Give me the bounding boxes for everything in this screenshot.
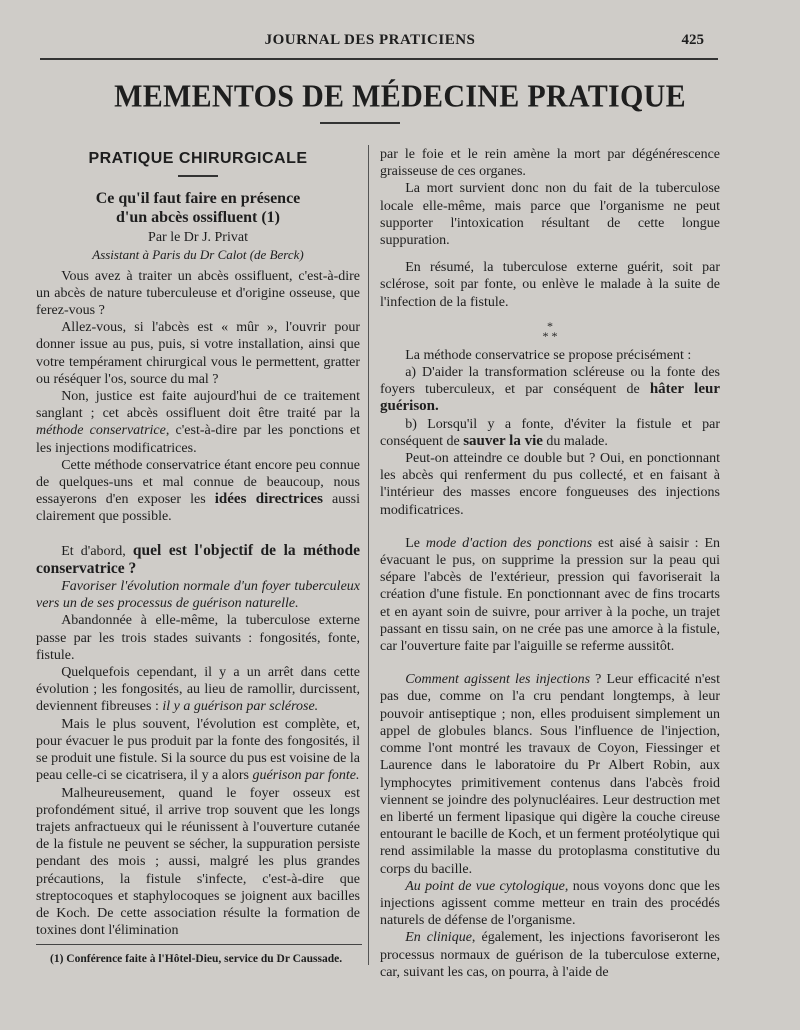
text: , nous voyons donc que les injections agissent comme metteur en train des procédés naturels de défense de l'organisme. <box>380 878 720 929</box>
emphasis: Comment agissent les injections <box>405 672 591 688</box>
emphasis: idées directrices <box>214 491 323 508</box>
emphasis: Au point de vue cytologique <box>405 878 565 894</box>
paragraph: Malheureusement, quand le foyer osseux est profondément situé, il arrive trop souvent que les longs trajets anfractueux qui le réunissent à l'ouverture cutanée de la fistule ne peuvent se sécher, la suppuration persiste pendant des mois ; aussi, malgré les plus grandes précautions, la fistule s'infecte, c'est-à-dire que streptocoques et staphylocoques se joignent aux bacilles de Koch. De cette association résulte la formation de toxines dont l'élimination <box>36 785 360 939</box>
star-bottom: * * <box>542 328 558 343</box>
right-column <box>380 146 720 981</box>
paragraph <box>380 364 720 416</box>
paragraph: par le foie et le rein amène la mort par dégénérescence graisseuse de ces organes. <box>380 147 720 180</box>
paragraph: Vous avez à traiter un abcès ossifluent, c'est-à-dire un abcès de nature tuberculeuse et d'origine osseuse, que ferez-vous ? <box>36 268 360 319</box>
paragraph <box>36 388 360 457</box>
paragraph <box>36 457 360 526</box>
page-number: 425 <box>681 32 704 48</box>
section-title: PRATIQUE CHIRURGICALE <box>88 150 308 167</box>
text: Mais le plus souvent, l'évolution est complète, et, pour évacuer le pus produit par la fonte des fongosités, il se produit une fistule. Si la source du pus est voisine de la peau celle-ci se cicatrisera, il y a alors <box>36 716 360 784</box>
text: , également, les injections favoriseront les processus normaux de guérison de la tuberculose externe, car, suivant les cas, on pourra, à l'aide de <box>380 930 720 980</box>
star-top: * <box>547 318 553 333</box>
running-head <box>0 32 800 52</box>
text: , c'est-à-dire par les ponctions et les injections modificatrices. <box>36 423 360 456</box>
emphasis: mode d'action des ponctions <box>425 535 593 551</box>
page-title: MEMENTOS DE MÉDECINE PRATIQUE <box>114 79 686 114</box>
paragraph: En résumé, la tuberculose externe guérit, soit par sclérose, soit par fonte, ou enlève le malade à la suite de l'infection de la fistule. <box>380 260 720 310</box>
paragraph <box>380 878 720 930</box>
text: aussi clairement que possible. <box>36 492 360 525</box>
spacer <box>36 526 360 542</box>
left-column <box>36 150 360 939</box>
paragraph <box>36 664 360 716</box>
text: du malade. <box>542 433 608 449</box>
paragraph <box>380 416 720 450</box>
paragraph: Abandonnée à elle-même, la tuberculose externe passe par les trois stades suivants : fongosités, fonte, fistule. <box>36 613 360 663</box>
spacer <box>380 249 720 259</box>
text: ? Leur efficacité n'est pas due, comme on l'a cru pendant longtemps, à leur pouvoir antiseptique ; non, elles produisent simplement un appel de globules blancs. Sous l'influence de l'injection, comme l'ont montré les travaux de Coyon, Fiessinger et Laurence dans le laboratoire du Pr Albert Robin, aux lymphocytes primitivement contenus dans l'abcès froid viennent se joindre des polynucléaires. Leur destruction met en liberté un ferment lipasique qui digère la couche cireuse entourant le bacille de Koch, et un ferment protéolytique qui rend assimilable la masse du protoplasma constitutive du corps du bacille. <box>380 672 720 877</box>
paragraph <box>380 671 720 877</box>
text: Non, justice est faite aujourd'hui de ce traitement sanglant ; cet abcès ossifluent doit être traité par la <box>36 389 360 422</box>
paragraph <box>380 535 720 655</box>
column-divider <box>368 145 369 965</box>
emphasis: En clinique <box>405 930 472 946</box>
journal-title: JOURNAL DES PRATICIENS <box>264 32 476 48</box>
article-title <box>36 189 360 227</box>
text: a) D'aider la transformation scléreuse ou la fonte des foyers tuberculeux, et par conséquent de <box>380 365 720 398</box>
article-title-line-2: d'un abcès ossifluent (1) <box>115 209 281 227</box>
header-rule <box>40 58 718 60</box>
emphasis: hâter leur guérison. <box>380 381 720 415</box>
paragraph <box>380 929 720 981</box>
paragraph: Peut-on atteindre ce double but ? Oui, en ponctionnant les abcès qui renferment du pus collecté, et en faisant à l'intérieur des masses encore fongueuses des injections modificatrices. <box>380 451 720 518</box>
subheading <box>36 542 360 578</box>
emphasis: guérison par fonte. <box>252 768 360 784</box>
paragraph: La mort survient donc non du fait de la tuberculose locale elle-même, mais parce que l'organisme ne peut supporter l'intoxication résultant de cette longue suppuration. <box>380 181 720 249</box>
paragraph <box>36 578 360 612</box>
footnote: (1) Conférence faite à l'Hôtel-Dieu, service du Dr Caussade. <box>50 953 343 965</box>
byline: Par le Dr J. Privat <box>148 230 248 246</box>
paragraph: Allez-vous, si l'abcès est « mûr », l'ouvrir pour donner issue au pus, puis, si votre installation, ainsi que votre tempérament chirurgical vous le permettent, gratter ou réséquer l'os, source du mal ? <box>36 320 360 387</box>
text: Et d'abord, <box>61 543 133 559</box>
text: Quelquefois cependant, il y a un arrêt dans cette évolution ; les fongosités, au lieu de ramollir, durcissent, deviennent fibreuses : <box>36 665 360 715</box>
section-rule <box>178 175 218 177</box>
emphasis: Favoriser l'évolution normale d'un foyer tuberculeux vers un de ses processus de guérison naturelle. <box>36 579 360 612</box>
spacer <box>380 519 720 535</box>
affiliation: Assistant à Paris du Dr Calot (de Berck) <box>92 247 304 263</box>
emphasis: il y a guérison par sclérose. <box>162 699 319 715</box>
text: Cette méthode conservatrice étant encore peu connue de quelques-uns et mal connue de beaucoup, nous essayerons d'en exposer les <box>36 457 360 508</box>
text: est aisé à saisir : En évacuant le pus, on supprime la pression sur la peau qui sépare l'abcès de l'extérieur, pression qui favoriserait la création d'une fistule. En ponctionnant avec de fins trocarts et en ayant soin de suivre, pour arriver à la poche, un trajet passant en tissu sain, on ne crée pas une amorce à la fistule, car l'ouverture faite par l'aiguille se referme aussitôt. <box>380 535 721 655</box>
text: Le <box>405 535 426 551</box>
emphasis: méthode conservatrice <box>36 423 166 439</box>
paragraph: La méthode conservatrice se propose précisément : <box>405 347 692 363</box>
footnote-rule <box>36 944 362 945</box>
text: b) Lorsqu'il y a fonte, d'éviter la fistule et par conséquent de <box>380 416 720 449</box>
emphasis: sauver la vie <box>463 432 543 449</box>
emphasis: quel est l'objectif de la méthode conservatrice ? <box>36 541 361 577</box>
spacer <box>380 655 720 671</box>
section-separator <box>380 318 720 343</box>
title-rule <box>320 122 400 124</box>
article-title-line-1: Ce qu'il faut faire en présence <box>95 190 301 208</box>
paragraph <box>36 716 360 785</box>
